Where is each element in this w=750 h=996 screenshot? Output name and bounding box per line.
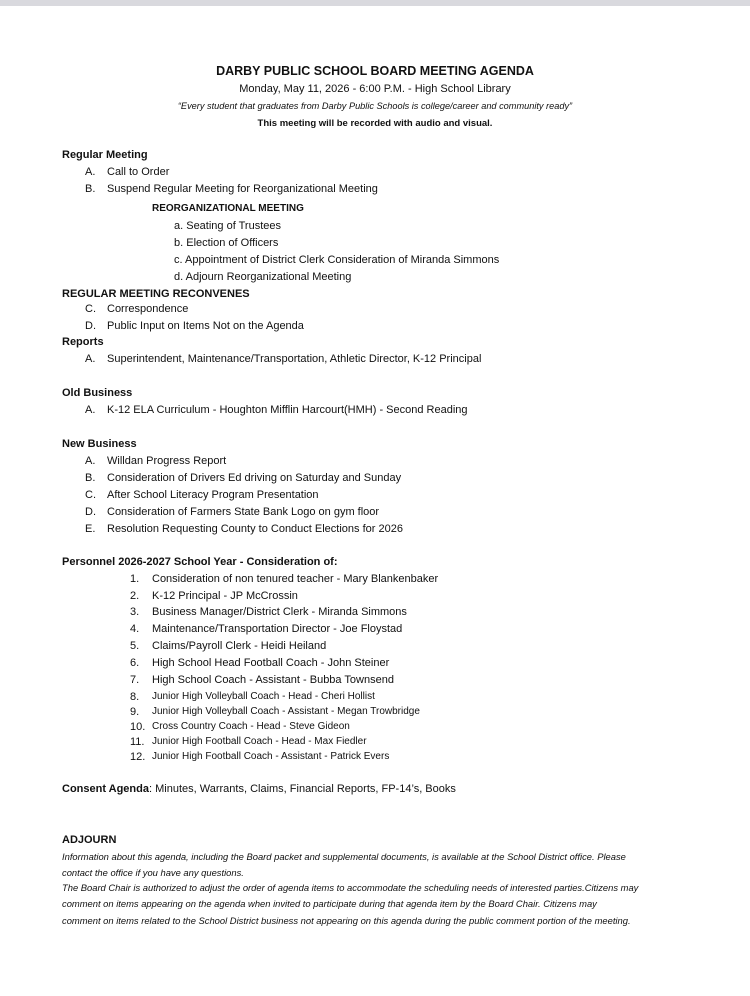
list-marker: A.: [85, 404, 96, 416]
list-item: High School Head Football Coach - John Steiner: [152, 657, 390, 669]
new-business-heading: New Business: [62, 438, 137, 450]
list-item: Consideration of non tenured teacher - Mary Blankenbaker: [152, 573, 439, 585]
list-item: a. Seating of Trustees: [174, 220, 282, 232]
regular-meeting-heading: Regular Meeting: [62, 149, 148, 161]
list-item: Junior High Football Coach - Assistant - Patrick Evers: [152, 751, 390, 762]
list-marker: 1.: [130, 573, 140, 585]
list-marker: C.: [85, 489, 96, 501]
list-marker: 6.: [130, 657, 140, 669]
footer-line: The Board Chair is authorized to adjust the order of agenda items to accommodate the scheduling needs of interested parties.Citizens may: [62, 882, 639, 893]
consent-agenda: [62, 783, 456, 795]
list-marker: 11.: [130, 736, 145, 748]
reports-heading: Reports: [62, 336, 104, 348]
list-item: K-12 Principal - JP McCrossin: [152, 590, 298, 602]
list-marker: B.: [85, 183, 96, 195]
agenda-title: DARBY PUBLIC SCHOOL BOARD MEETING AGENDA: [216, 64, 534, 78]
list-item: Consideration of Farmers State Bank Logo on gym floor: [107, 506, 380, 518]
list-item: Junior High Volleyball Coach - Assistant - Megan Trowbridge: [152, 706, 420, 717]
list-item: After School Literacy Program Presentation: [107, 489, 319, 501]
list-marker: C.: [85, 303, 96, 315]
list-item: Junior High Volleyball Coach - Head - Cheri Hollist: [152, 691, 375, 702]
list-marker: 5.: [130, 640, 140, 652]
list-marker: 2.: [130, 590, 140, 602]
district-motto: “Every student that graduates from Darby Public Schools is college/career and community ready”: [177, 101, 573, 111]
list-item: Willdan Progress Report: [107, 455, 227, 467]
list-marker: B.: [85, 472, 96, 484]
list-item: d. Adjourn Reorganizational Meeting: [174, 271, 352, 283]
list-marker: 4.: [130, 623, 140, 635]
recording-notice: This meeting will be recorded with audio and visual.: [257, 118, 493, 129]
top-border: [0, 0, 750, 6]
list-item: Business Manager/District Clerk - Miranda Simmons: [152, 606, 407, 618]
list-item: Junior High Football Coach - Head - Max Fiedler: [152, 736, 367, 747]
adjourn-heading: ADJOURN: [62, 834, 117, 846]
list-item: Consideration of Drivers Ed driving on Saturday and Sunday: [107, 472, 402, 484]
list-marker: A.: [85, 166, 96, 178]
list-marker: 7.: [130, 674, 140, 686]
footer-line: Information about this agenda, including the Board packet and supplemental documents, is available at the School District office. Please: [62, 851, 626, 862]
footer-line: comment on items appearing on the agenda when invited to participate during that agenda item by the Board Chair. Citizens may: [62, 898, 597, 909]
list-item: Cross Country Coach - Head - Steve Gideon: [152, 721, 350, 732]
meeting-datetime: Monday, May 11, 2026 - 6:00 P.M. - High School Library: [239, 83, 511, 95]
list-item: High School Coach - Assistant - Bubba Townsend: [152, 674, 394, 686]
list-marker: D.: [85, 320, 96, 332]
list-item: b. Election of Officers: [174, 237, 279, 249]
list-item: Maintenance/Transportation Director - Joe Floystad: [152, 623, 403, 635]
list-marker: D.: [85, 506, 96, 518]
list-marker: A.: [85, 353, 96, 365]
personnel-heading: Personnel 2026-2027 School Year - Consideration of:: [62, 556, 338, 568]
list-marker: E.: [85, 523, 96, 535]
list-marker: 3.: [130, 606, 140, 618]
list-item: Suspend Regular Meeting for Reorganizational Meeting: [107, 183, 378, 195]
list-item: c. Appointment of District Clerk Consideration of Miranda Simmons: [174, 254, 500, 266]
list-marker: 10.: [130, 721, 146, 733]
list-marker: A.: [85, 455, 96, 467]
list-item: K-12 ELA Curriculum - Houghton Mifflin Harcourt(HMH) - Second Reading: [107, 404, 468, 416]
list-item: Public Input on Items Not on the Agenda: [107, 320, 304, 332]
reorganizational-heading: REORGANIZATIONAL MEETING: [152, 203, 304, 214]
consent-agenda-items: : Minutes, Warrants, Claims, Financial Reports, FP-14’s, Books: [149, 783, 456, 795]
list-item: Claims/Payroll Clerk - Heidi Heiland: [152, 640, 327, 652]
list-marker: 12.: [130, 751, 146, 763]
footer-line: contact the office if you have any questions.: [62, 867, 244, 878]
list-marker: 8.: [130, 691, 140, 703]
list-item: Call to Order: [107, 166, 170, 178]
consent-agenda-label: Consent Agenda: [62, 783, 149, 795]
list-item: Correspondence: [107, 303, 189, 315]
reconvenes-heading: REGULAR MEETING RECONVENES: [62, 288, 250, 300]
list-item: Superintendent, Maintenance/Transportation, Athletic Director, K-12 Principal: [107, 353, 482, 365]
list-item: Resolution Requesting County to Conduct Elections for 2026: [107, 523, 403, 535]
old-business-heading: Old Business: [62, 387, 133, 399]
list-marker: 9.: [130, 706, 140, 718]
footer-line: comment on items related to the School District business not appearing on this agenda during the public comment portion of the meeting.: [62, 915, 631, 926]
